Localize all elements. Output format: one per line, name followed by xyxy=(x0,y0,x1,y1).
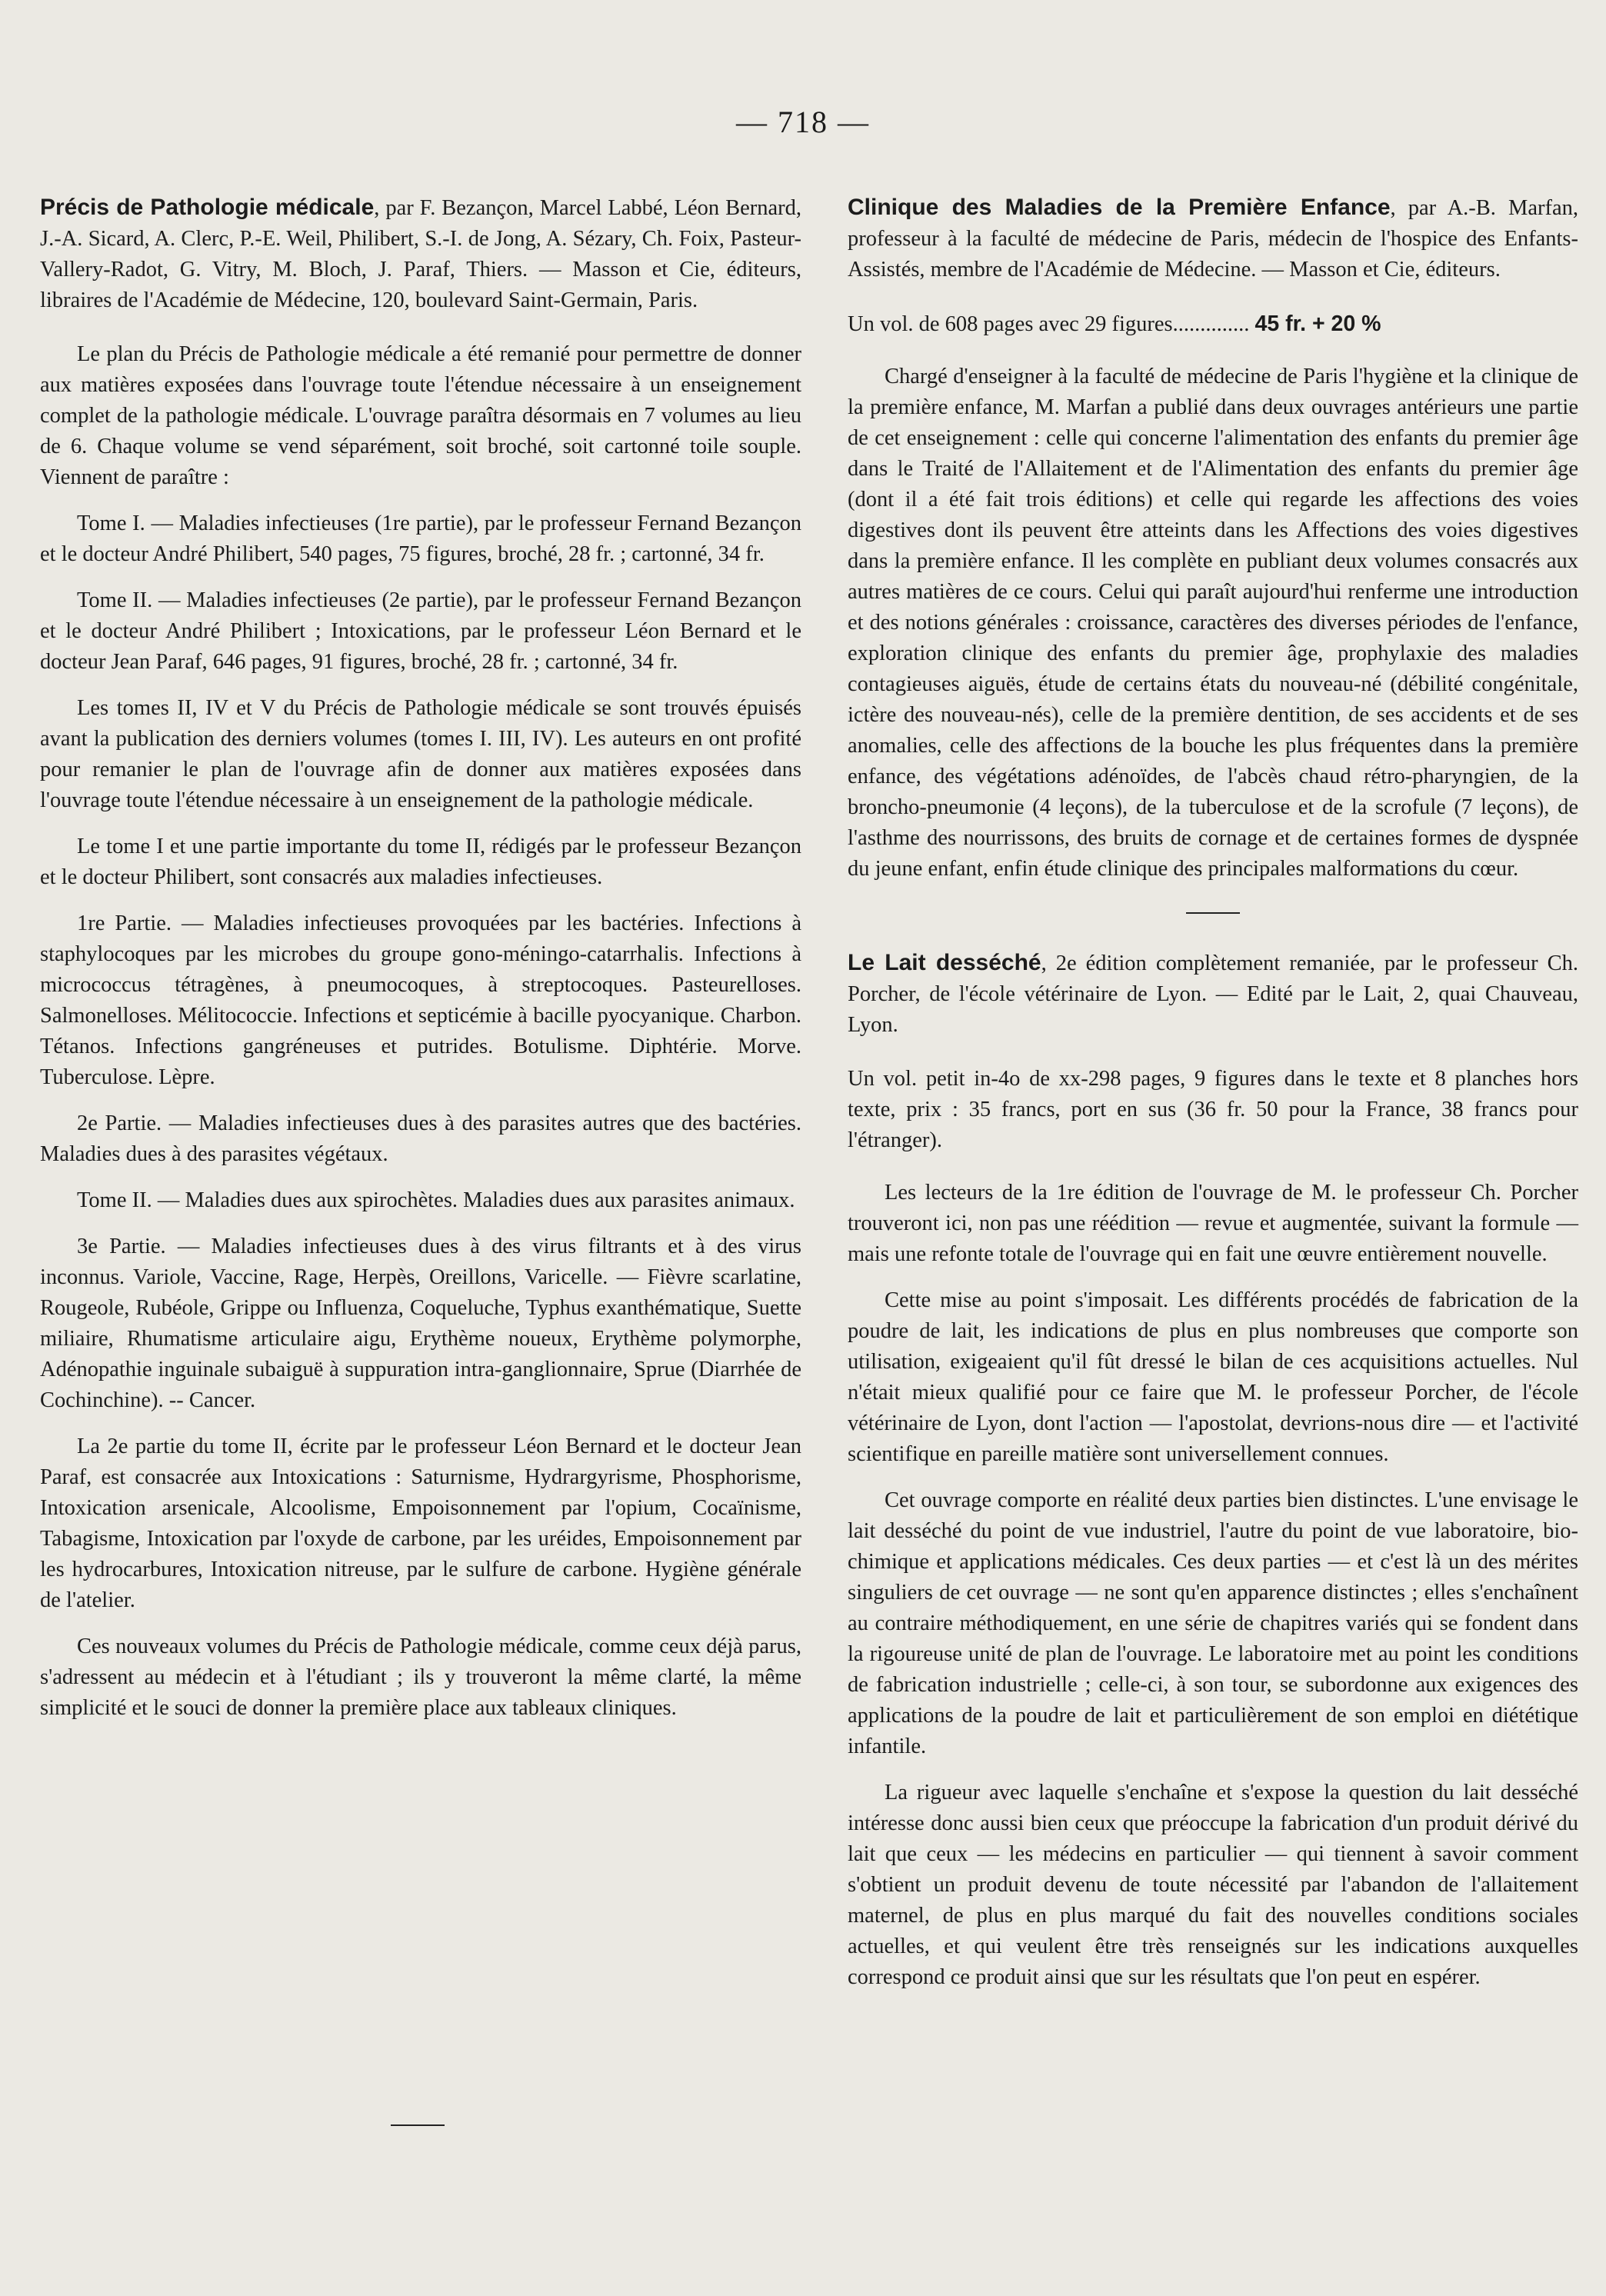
right-article1-header xyxy=(848,192,1578,285)
right-separator xyxy=(1186,912,1240,914)
left-paragraph-10: La 2e partie du tome II, écrite par le professeur Léon Bernard et le docteur Jean Paraf, est consacrée aux Intoxications : Saturnisme, Hydrargyrisme, Phosphorisme, Intoxication arsenicale, Alcoolisme, Empoisonnement par l'opium, Cocaïnisme, Tabagisme, Intoxication par l'oxyde de carbone, par les uréides, Empoisonnement par les hydrocarbures, Intoxication nitreuse, par le sulfure de carbone. Hygiène générale de l'atelier. xyxy=(40,1435,801,1612)
left-paragraph-7: 2e Partie. — Maladies infectieuses dues à des parasites autres que des bactéries. Maladies dues à des parasites végétaux. xyxy=(40,1111,801,1166)
left-separator xyxy=(391,2124,445,2126)
right-article1-meta xyxy=(848,308,1578,340)
left-article-authors: , par F. Bezançon, Marcel Labbé, Léon Bernard, J.-A. Sicard, A. Clerc, P.-E. Weil, Philibert, S.-I. de Jong, A. Sézary, Ch. Foix, Pasteur-Vallery-Radot, G. Vitry, M. Bloch, J. Paraf, Thiers. — Masson et Cie, éditeurs, libraires de l'Académie de Médecine, 120, boulevard Saint-Germain, Paris. xyxy=(40,196,801,312)
right-article1-volume-info: Un vol. de 608 pages avec 29 figures.............. xyxy=(848,312,1250,336)
left-paragraph-9: 3e Partie. — Maladies infectieuses dues à des virus filtrants et à des virus inconnus. Variole, Vaccine, Rage, Herpès, Oreillons, Varicelle. — Fièvre scarlatine, Rougeole, Rubéole, Grippe ou Influenza, Coqueluche, Typhus exanthématique, Suette miliaire, Rhumatisme articulaire aigu, Erythème noueux, Erythème polymorphe, Adénopathie inguinale subaiguë à suppuration intra-ganglionnaire, Sprue (Diarrhée de Cochinchine). -- Cancer. xyxy=(40,1235,801,1412)
left-article-title: Précis de Pathologie médicale xyxy=(40,195,375,220)
left-paragraph-8: Tome II. — Maladies dues aux spirochètes. Maladies dues aux parasites animaux. xyxy=(77,1188,795,1212)
left-paragraph-2: Tome I. — Maladies infectieuses (1re partie), par le professeur Fernand Bezançon et le docteur André Philibert, 540 pages, 75 figures, broché, 28 fr. ; cartonné, 34 fr. xyxy=(40,512,801,566)
right-article1-price: 45 fr. + 20 % xyxy=(1254,312,1381,336)
right-article2-header xyxy=(848,948,1578,1041)
right-article2-paragraph-4: La rigueur avec laquelle s'enchaîne et s'expose la question du lait desséché intéresse donc aussi bien ceux que préoccupe la fabrication d'un produit dérivé du lait que ceux — les médecins en particulier — qui tiennent à savoir comment s'obtient un produit devenu de toute nécessité par l'abandon de l'allaitement maternel, de plus en plus marqué du fait des nouvelles conditions sociales actuelles, et qui veulent être très renseignés sur les indications auxquelles correspond ce produit ainsi que sur les résultats que l'on peut en espérer. xyxy=(848,1781,1578,1989)
left-paragraph-5: Le tome I et une partie importante du tome II, rédigés par le professeur Bezançon et le docteur Philibert, sont consacrés aux maladies infectieuses. xyxy=(40,835,801,889)
left-article-header xyxy=(40,192,801,316)
right-article1-paragraph-1: Chargé d'enseigner à la faculté de médecine de Paris l'hygiène et la clinique de la première enfance, M. Marfan a publié dans deux ouvrages antérieurs une partie de cet enseignement : celle qui concerne l'alimentation des enfants du premier âge dans le Traité de l'Allaitement et de l'Alimentation des enfants du premier âge (dont il a été fait trois éditions) et celle qui regarde les affections des voies digestives dont ils peuvent être atteints dans les Affections des voies digestives dans la première enfance. Il les complète en publiant deux volumes consacrés aux autres matières de ce cours. Celui qui paraît aujourd'hui renferme une introduction et des notions générales : croissance, caractères des diverses périodes de l'enfance, exploration clinique des enfants du premier âge, prophylaxie des maladies contagieuses aiguës, étude de certains états du nouveau-né (débilité congénitale, ictère des nouveau-nés), celle de la première dentition, de ses accidents et de ses anomalies, celle des affections de la bouche les plus fréquentes dans la première enfance, des végétations adénoïdes, de l'abcès chaud rétro-pharyngien, de la broncho-pneumonie (4 leçons), de la tuberculose et de la scrofule (7 leçons), de l'asthme des nourrissons, des bruits de cornage et de certaines formes de dyspnée du jeune enfant, enfin étude clinique des principales malformations du cœur. xyxy=(848,365,1578,881)
right-article2-authors: , 2e édition complètement remaniée, par le professeur Ch. Porcher, de l'école vétérinaire de Lyon. — Edité par le Lait, 2, quai Chauveau, Lyon. xyxy=(848,951,1578,1037)
page-number: — 718 — xyxy=(736,105,870,139)
right-article1-title: Clinique des Maladies de la Première Enfance xyxy=(848,195,1391,220)
right-article2-meta: Un vol. petit in-4o de xx-298 pages, 9 figures dans le texte et 8 planches hors texte, prix : 35 francs, port en sus (36 fr. 50 pour la France, 38 francs pour l'étranger). xyxy=(848,1067,1578,1152)
right-article2-paragraph-3: Cet ouvrage comporte en réalité deux parties bien distinctes. L'une envisage le lait desséché du point de vue industriel, l'autre du point de vue laboratoire, bio-chimique et applications médicales. Ces deux parties — et c'est là un des mérites singuliers de cet ouvrage — ne sont qu'en apparence distinctes ; elles s'enchaînent au contraire méthodiquement, en une série de chapitres variés qui se fondent dans la rigoureuse unité de plan de l'ouvrage. Le laboratoire met au point les conditions de fabrication industrielle ; celle-ci, à son tour, se subordonne aux exigences des applications de la poudre de lait et particulièrement de son emploi en diététique infantile. xyxy=(848,1488,1578,1758)
left-paragraph-1: Le plan du Précis de Pathologie médicale a été remanié pour permettre de donner aux matières exposées dans l'ouvrage toute l'étendue nécessaire à un enseignement complet de la pathologie médicale. L'ouvrage paraîtra désormais en 7 volumes au lieu de 6. Chaque volume se vend séparément, soit broché, soit cartonné toile souple. Viennent de paraître : xyxy=(40,342,801,489)
right-article2-paragraph-2: Cette mise au point s'imposait. Les différents procédés de fabrication de la poudre de lait, les indications de plus en plus nombreuses que comporte son utilisation, exigeaient qu'il fût dressé le bilan de ces acquisitions actuelles. Nul n'était mieux qualifié pour ce faire que M. le professeur Porcher, de l'école vétérinaire de Lyon, dont l'action — l'apostolat, devrions-nous dire — et l'activité scientifique en pareille matière sont universellement connues. xyxy=(848,1288,1578,1466)
left-paragraph-11: Ces nouveaux volumes du Précis de Pathologie médicale, comme ceux déjà parus, s'adressent au médecin et à l'étudiant ; ils y trouveront la même clarté, la même simplicité et le souci de donner la première place aux tableaux cliniques. xyxy=(40,1635,801,1720)
right-article2-title: Le Lait desséché xyxy=(848,950,1041,975)
left-column xyxy=(40,192,801,1739)
left-paragraph-6: 1re Partie. — Maladies infectieuses provoquées par les bactéries. Infections à staphylocoques par les microbes du groupe gono-méningo-catarrhalis. Infections à micrococcus tétragènes, à pneumocoques, à streptocoques. Pasteurelloses. Salmonelloses. Mélitococcie. Infections et septicémie à bacille pyocyanique. Charbon. Tétanos. Infections gangréneuses et putrides. Botulisme. Diphtérie. Morve. Tuberculose. Lèpre. xyxy=(40,911,801,1089)
right-article2-paragraph-1: Les lecteurs de la 1re édition de l'ouvrage de M. le professeur Ch. Porcher trouveront ici, non pas une réédition — revue et augmentée, suivant la formule — mais une refonte totale de l'ouvrage qui en fait une œuvre entièrement nouvelle. xyxy=(848,1181,1578,1266)
right-column xyxy=(848,192,1578,2008)
right-article1-authors: , par A.-B. Marfan, professeur à la faculté de médecine de Paris, médecin de l'hospice des Enfants-Assistés, membre de l'Académie de Médecine. — Masson et Cie, éditeurs. xyxy=(848,196,1578,282)
left-paragraph-4: Les tomes II, IV et V du Précis de Pathologie médicale se sont trouvés épuisés avant la publication des derniers volumes (tomes I. III, IV). Les auteurs en ont profité pour remanier le plan de l'ouvrage afin de donner aux matières exposées dans l'ouvrage toute l'étendue nécessaire à un enseignement de la pathologie médicale. xyxy=(40,696,801,812)
left-paragraph-3: Tome II. — Maladies infectieuses (2e partie), par le professeur Fernand Bezançon et le docteur André Philibert ; Intoxications, par le professeur Léon Bernard et le docteur Jean Paraf, 646 pages, 91 figures, broché, 28 fr. ; cartonné, 34 fr. xyxy=(40,588,801,674)
